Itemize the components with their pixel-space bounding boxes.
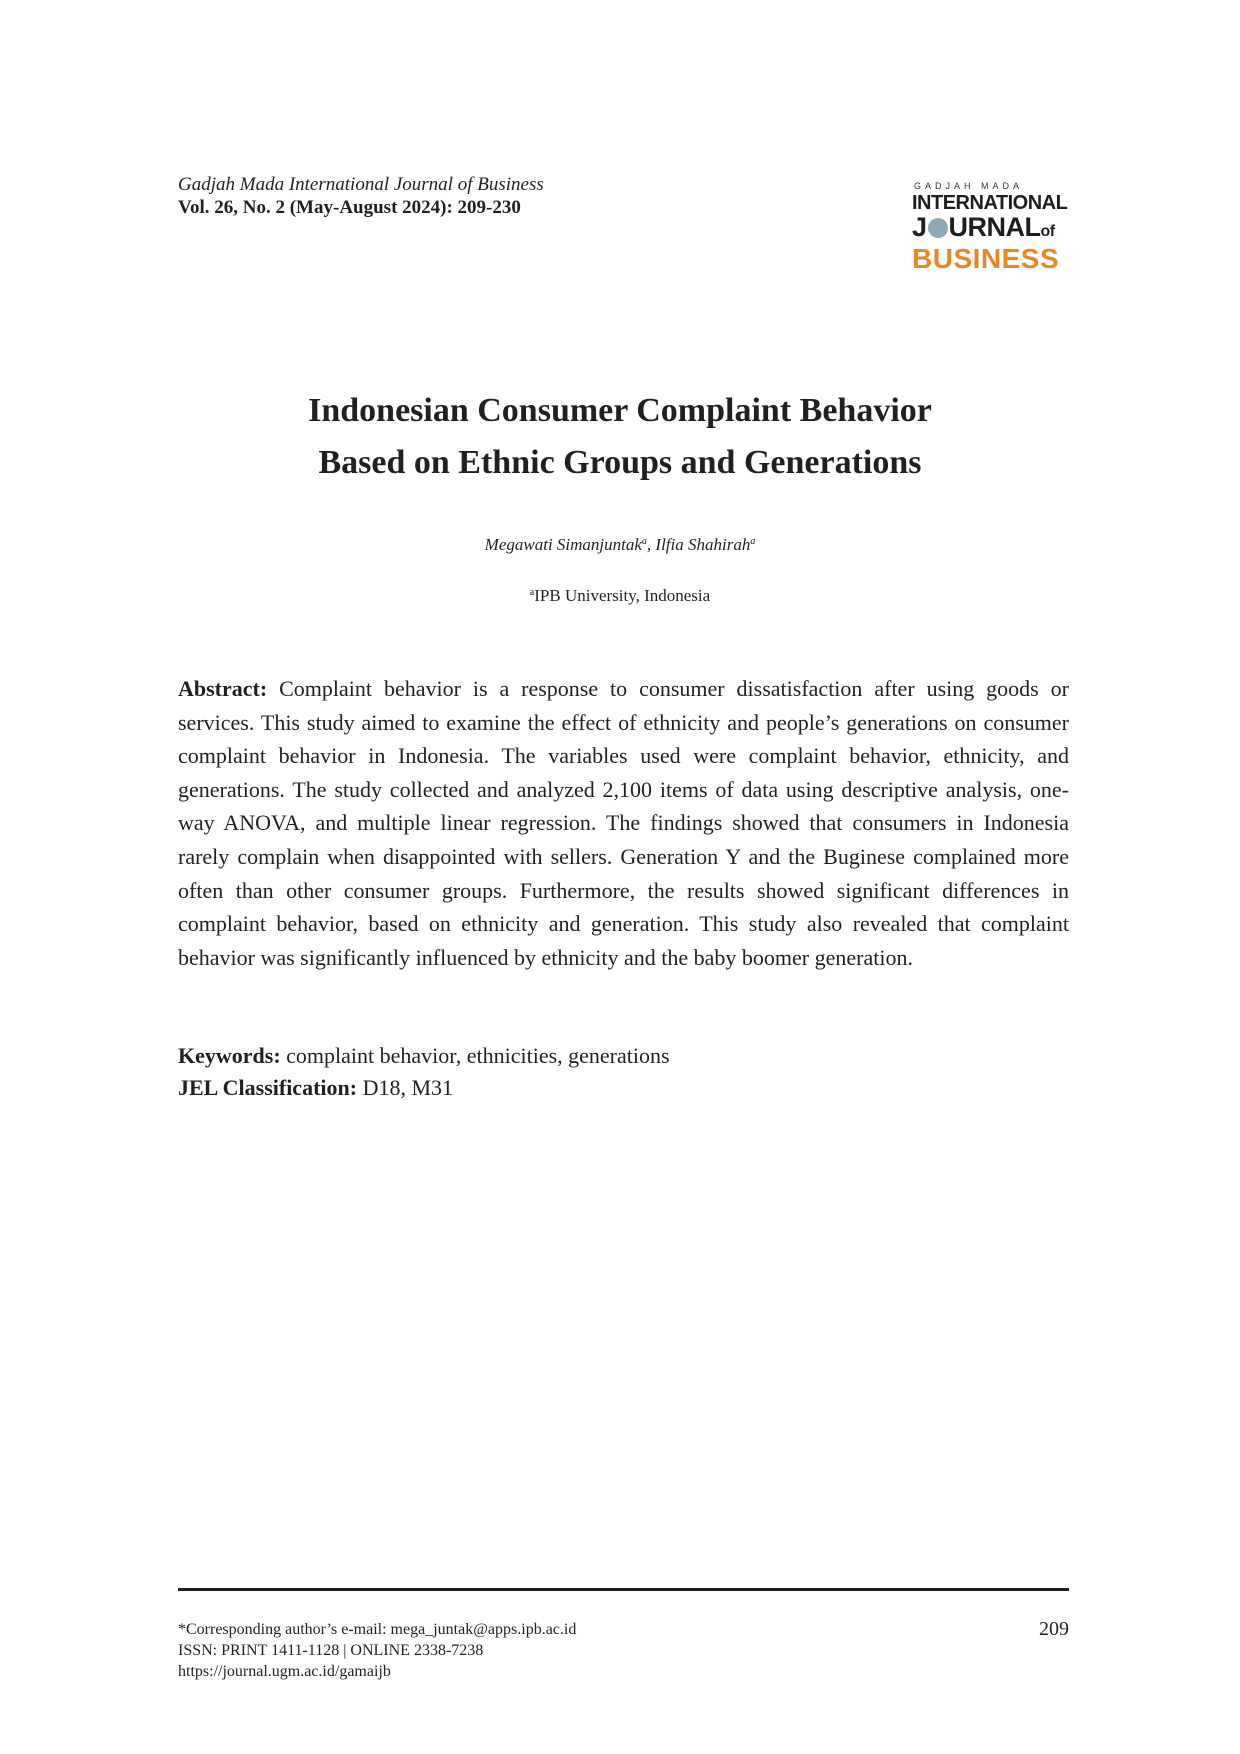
journal-name: Gadjah Mada International Journal of Business bbox=[178, 174, 544, 195]
abstract-text: Complaint behavior is a response to consumer dissatisfaction after using goods or services. This study aimed to examine the effect of ethnicity and people’s generations on consumer complaint behavior in Indonesia. The variables used were complaint behavior, ethnicity, and generations. The study collected and analyzed 2,100 items of data using descriptive analysis, one-way ANOVA, and multiple linear regression. The findings showed that consumers in Indonesia rarely complain when disappointed with sellers. Generation Y and the Buginese complained more often than other consumer groups. Furthermore, the results showed significant differences in complaint behavior, based on ethnicity and generation. This study also revealed that complaint behavior was significantly influenced by ethnicity and the baby boomer generation. bbox=[178, 676, 1069, 970]
paper-title-line-1: Indonesian Consumer Complaint Behavior bbox=[308, 392, 932, 429]
logo-line-business: BUSINESS bbox=[912, 243, 1060, 274]
logo-line-journal bbox=[912, 214, 1074, 245]
keywords-label: Keywords: bbox=[178, 1043, 281, 1068]
journal-header bbox=[178, 174, 544, 219]
keywords-text: complaint behavior, ethnicities, generations bbox=[280, 1043, 670, 1068]
paper-title bbox=[0, 385, 1240, 489]
logo-journal-rest: URNAL bbox=[948, 212, 1041, 242]
footer bbox=[178, 1619, 576, 1682]
corresponding-email: *Corresponding author’s e-mail: mega_juntak@apps.ipb.ac.id bbox=[178, 1621, 577, 1638]
author-name: Ilfia Shahirah bbox=[655, 535, 751, 554]
journal-url: https://journal.ugm.ac.id/gamaijb bbox=[178, 1663, 391, 1680]
author-affiliation-mark: a bbox=[641, 536, 647, 547]
paper-title-line-2: Based on Ethnic Groups and Generations bbox=[318, 444, 922, 481]
journal-issue: Vol. 26, No. 2 (May-August 2024): 209-230 bbox=[178, 197, 521, 218]
author-list bbox=[0, 531, 1240, 556]
globe-icon bbox=[928, 218, 948, 238]
abstract-label: Abstract: bbox=[178, 676, 268, 701]
affiliation-text: IPB University, Indonesia bbox=[534, 586, 711, 605]
jel-label: JEL Classification: bbox=[178, 1075, 358, 1100]
author-separator: , bbox=[646, 535, 656, 554]
logo-line-international: INTERNATIONAL bbox=[912, 192, 1068, 214]
affiliation-mark: a bbox=[529, 587, 535, 598]
issn: ISSN: PRINT 1411-1128 | ONLINE 2338-7238 bbox=[178, 1642, 484, 1659]
jel-text: D18, M31 bbox=[357, 1075, 454, 1100]
keywords-line bbox=[178, 1040, 670, 1072]
page-number: 209 bbox=[1039, 1618, 1069, 1640]
abstract bbox=[178, 672, 1069, 974]
logo-of: of bbox=[1040, 223, 1055, 240]
author-affiliation-mark: a bbox=[750, 536, 756, 547]
author-name: Megawati Simanjuntak bbox=[484, 535, 642, 554]
affiliation bbox=[0, 582, 1240, 607]
journal-logo bbox=[912, 181, 1074, 277]
jel-line bbox=[178, 1072, 670, 1104]
keywords-block bbox=[178, 1040, 670, 1104]
logo-journal-initial: J bbox=[912, 212, 927, 242]
logo-top-text: GADJAH MADA bbox=[914, 181, 1024, 191]
footer-divider bbox=[178, 1588, 1069, 1591]
